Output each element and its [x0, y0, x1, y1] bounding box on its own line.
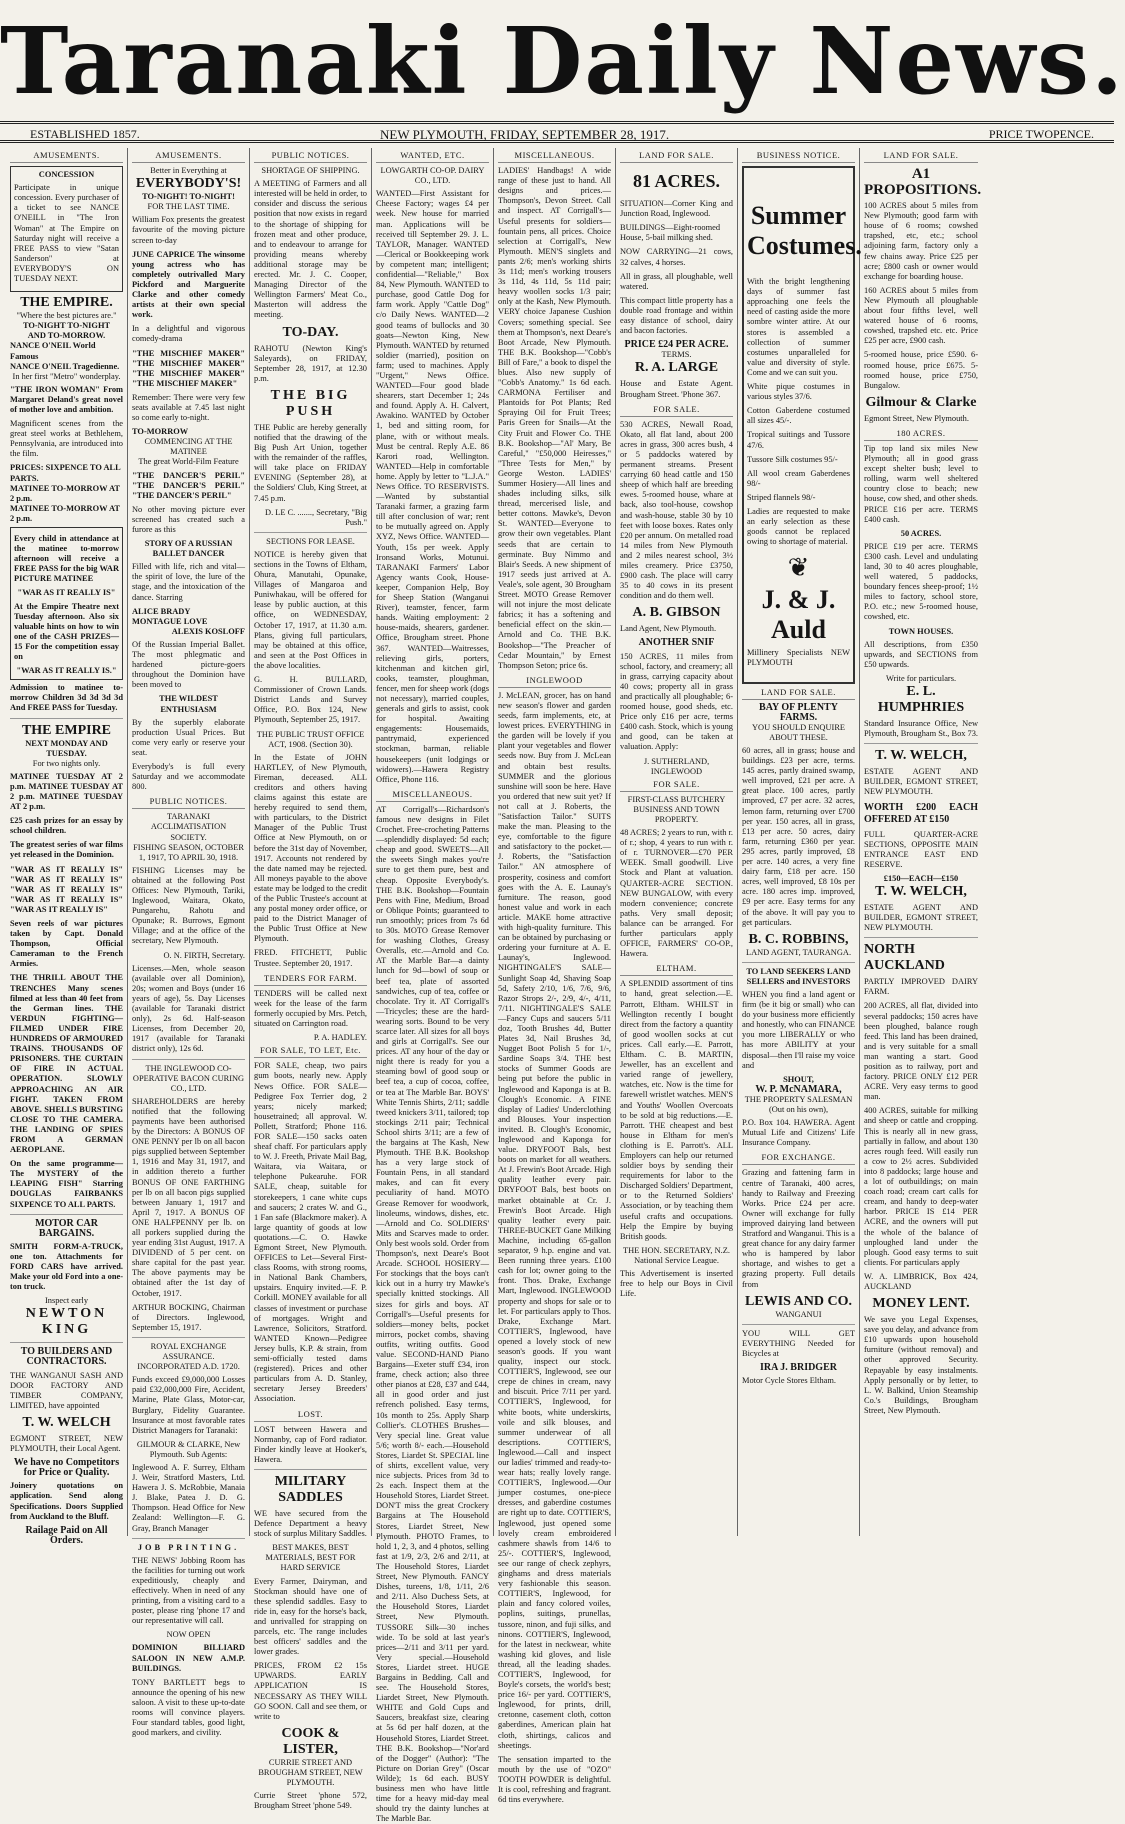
ad-heading: R. A. LARGE	[634, 360, 719, 376]
ad-heading: TO LAND SEEKERS LAND SELLERS and INVESTORS	[746, 966, 851, 986]
ad-line: LAND AGENT, TAURANGA.	[745, 947, 852, 957]
ad-text: TENDERS will be called next week for the lease of the farm formerly occupied by Mrs. Petch, situated on Carrington road.	[254, 988, 367, 1029]
ad-text: LADIES' Handbags! A wide range of these just to hand. All designs and prices.—Thompson's, Devon Street. Call and inspect. AT Corrigall's—Useful presents for soldiers—fountain pens, all prices. Choice selection at Corrigall's, New Plymouth. MEN'S singlets and pants 2/6; men's working shirts 3s 11d; men's working trousers 3s 11d, 4s 11d, 5s 11d pair; heavy woollen socks 1/3 pair; only at the Kash, New Plymouth. VERY choice Japanese Cushion Covers; something special. See them at Thompson's, next Deare's Boot Arcade, New Plymouth. THE B.K. Bookshop—"Cobb's Bill of Fare," a book to dispel the blues. Also new supply of "Cobb's Anatomy." 1s 6d each. CARMONA Fertiliser and Plantoids for Pot Plants; Red Spraying Oil for Fruit Trees; Paris Green for Snails—At the City Fruit and Flower Co. THE B.K. Bookshop—"Al' Mary, Be Careful," "£50,000 Heiresses," "Three Tests for Men," by George Weston. LADIES' Summer Hosiery—All lines and shades including silks, silk thread, mercerised lisle, and better cottons. Mawke's, Devon St. WANTED—Everyone to grow their own vegetables. Plant seeds that are certain to germinate. Buy Nimmo and Blair's Seeds. A new shipment of 1917 seeds just arrived at A. Veale's, sole agent, 30 Brougham Street. MOTO Grease Remover will not injure the most delicate fabrics; it has a softening and beneficial effect on the skin.—Arnold and Co. THE B.K. Bookshop—"The Preacher of Cedar Mountain," by Ernest Thompson Seton; price 6s.	[498, 166, 611, 670]
ad-heading: A1 PROPOSITIONS.	[864, 166, 982, 199]
price: PRICE TWOPENCE.	[988, 127, 1094, 141]
ad-line: WANGANUI	[775, 1309, 822, 1319]
section-heading: FOR EXCHANGE.	[742, 1152, 855, 1165]
ad-line: TO-NIGHT TO-NIGHT	[22, 321, 111, 331]
ad-line: Railage Paid on All Orders.	[25, 1524, 108, 1546]
ad-text: FULL QUARTER-ACRE SECTIONS, OPPOSITE MAIN ENTRANCE EAST END RESERVE.	[864, 829, 978, 869]
ad-text: At the Empire Theatre next Tuesday afternoon. Also six valuable hints on how to win one of the CASH PRIZES—15 For the competition essay on	[14, 601, 119, 662]
section-heading: FOR SALE.	[620, 779, 733, 792]
ad-heading: EVERYBODY'S!	[135, 176, 242, 192]
ad-text: A MEETING of Farmers and all interested will be held in order, to consider and discuss the serious position that now exists in regard to the shortage of shipping for frozen meat and other produce, and to endeavour to arrange for providing means whereby additional storage may be erected. Mr. J. C. Cooper, Managing Director of the Wellington Farmers' Meat Co., Masterton will address the meeting.	[254, 179, 367, 320]
ad-text: Tropical suitings and Tussore 47/6.	[747, 430, 850, 450]
ad-text: In the Estate of JOHN HARTLEY, of New Plymouth, Fireman, deceased. ALL creditors and others having claims against this estate are hereby required to send them, with particulars, to the District Manager of the Public Trust Office at New Plymouth, on or before the 31st day of November, 1917. Accounts not rendered by the date named may be rejected. All moneys payable to the above estate may be lodged to the credit of the Public Trustee's account at any postal money order office, or paid to the District Manager of the Public Trust Office at New Plymouth.	[254, 752, 367, 944]
ad-text: J. McLEAN, grocer, has on hand new season's flower and garden seeds, farm implements, etc, at lowest prices. EVERYTHING in the garden will be lovely if you plant your vegetables and flower seeds now. Buy from J. McLean and obtain best results. SUMMER and the glorious sunshine will soon be here. Have you ordered that new suit yet? If not call at J. Roberts, the "Satisfaction Tailor." SUITS make the man. Pleasing to the eye, comfortable to the figure and satisfactory to the pocket.—J. Roberts, the "Satisfaction Tailor." AN atmosphere of prosperity, cosiness and comfort goes with the A. E. Launay's furniture. The reason, good honest value and work in each article. MAKE home attractive with high-quality furniture. This can be obtained by purchasing or ordering your furniture at A. E. Launay's, Inglewood. NIGHTINGALE'S SALE—Sunlight Soap 4d, Shaving Soap 5d, Safety 2/10, 1/6, 7/6, 9/6, Razor Strops 2/-, 2/9, 4/-, 4/11, 7/11. NIGHTINGALE'S SALE—Fancy Cups and saucers 5/11 doz, Tooth Brushes 4d, Butter Plates 3d, Nail Brushes 3d, Nugget Boot Polish 5 for 1/-, Sardine Soaps 3/4. THE best stocks of Summer Goods are being put before the public in Inglewood and Kaponga is at B. Clough's Economic. A FINE display of Ladies' Underclothing and Blouses. Your inspection invited. B. Clough's Economic, Inglewood and Kaponga for value. DRYFOOT Bals, best boots on market for all weathers. At J. Frewin's Boot Arcade. High quality leather every pair. DRYFOOT Bals, best boots on market obtainable at Cr. J. Frewin's Boot Arcade. High quality leather every pair. THREE-BUCKET Gane Milking Machine, including 65-gallon separator, 9 h.p. engine and vat. Been running three years. £100 cash for lot; owner going to the front. Thos. Drake, Exchange Mart, Inglewood. INGLEWOOD property and shops for sale or to let. For particulars apply to Thos. Drake, Exchange Mart. COTTIER'S, Inglewood, have opened a lovely stock of new season's goods. If you want quality, inspect our stock. COTTIER'S, Inglewood, see our crepe de chines in cream, navy and biscuit. Price 7/11 per yard. COTTIER'S, Inglewood, for white boots, white underskirts, voile and silk blouses, and summer underwear of all descriptions. COTTIER'S, Inglewood.—Call and inspect our ladies' trimmed and ready-to-wear hats; really lovely range. COTTIER'S, Inglewood.—Our jumper costumes, one-piece dresses, and gaberdine costumes are right up to date. COTTIER'S, Inglewood, just opened some lovely cream embroidered cashmere shawls from 14/6 to 25/-. COTTIER'S, Inglewood, see our range of check zephyrs, ginghams and dress materials very fashionable this season. COTTIER'S, Inglewood, for plain and fancy colored voiles, poplins, suitings, prunellas, tussore, ninon, and fuji silks, and ninons. COTTIER'S, Inglewood, for the latest in neckwear, white washing kid gloves, and lisle thread, all the leading shades. COTTIER'S, Inglewood, for Boyle's corsets, the world's best; price 16/- per yard. COTTIER'S, Inglewood, for prints, drill, cretonne, casement cloth, cotton gaberdines, American plain hat cloth, shirtings, calicos and sheetings.	[498, 690, 611, 1750]
summer-costumes-box	[742, 166, 862, 683]
section-heading: MISCELLANEOUS.	[498, 150, 611, 163]
ad-text: SHAREHOLDERS are hereby notified that the following payments have been authorised by the Directors: A BONUS OF ONE PENNY per lb on all bacon pigs supplied between September 1, 1916 and May 31, 1917, and in addition thereto a further BONUS OF ONE FARTHING per lb on all bacon pigs supplied between January 1, 1917 and April 7, 1917. A BONUS OF ONE HALFPENNY per lb. on all porkers supplied during the year ending 31st August, 1917. A DIVIDEND of 5 per cent. on share capital for the past year. The above payments may be obtained after the 1st day of October, 1917.	[132, 1096, 245, 1298]
ad-heading: W. P. McNAMARA,	[755, 1083, 842, 1095]
ad-line: NANCE O'NEIL Tragedienne.	[10, 361, 120, 371]
ad-line: Inspect early	[44, 1296, 89, 1306]
ad-text: THE NEWS' Jobbing Room has the facilities for turning out work expeditiously, cheaply and effectively. When in need of any printing, from a visiting card to a poster, please ring 'phone 17 and our representative will call.	[132, 1555, 245, 1626]
ad-line: J. SUTHERLAND, INGLEWOOD	[643, 756, 710, 776]
ad-text: 100 ACRES about 5 miles from New Plymouth; good farm with house of 6 rooms; cowshed trapshed, etc, etc.; school adjoining farm, factory only a few chains away. Price £25 per acre; £800 cash or owner would exchange for boarding house.	[864, 201, 978, 281]
ad-text: This compact little property has a double road frontage and within easy distance of school, dairy and bacon factories.	[620, 295, 733, 336]
ad-text: MATINEE TUESDAY AT 2 p.m. MATINEE TUESDAY AT 2 p.m. MATINEE TUESDAY AT 2 p.m.	[10, 771, 123, 812]
established: ESTABLISHED 1857.	[30, 127, 140, 141]
ad-heading: TO-DAY.	[282, 324, 339, 340]
section-heading: PUBLIC NOTICES.	[254, 150, 367, 163]
ad-line: ALICE BRADY	[132, 606, 191, 616]
ad-text: NOTICE is hereby given that sections in the Towns of Eltham, Ohura, Manutahi, Opunake, Villages of Mangaroa and Puniwhakau, will be offered for lease by public auction, at this office, on WEDNESDAY, October 17, 1917, at 11.30 a.m. Plans, giving full particulars, may be obtained at this office, and seen at the Post Offices in the above localities.	[254, 549, 367, 670]
ad-text: White pique costumes in various styles 37/6.	[747, 382, 850, 402]
ad-text: JUNE CAPRICE The winsome young actress who has completely outrivalled Mary Pickford and Marguerite Clarke and other comedy artists at their own special work.	[132, 249, 245, 320]
ad-line: We have no Competitors for Price or Quality.	[13, 1457, 120, 1479]
divider	[132, 1337, 245, 1338]
ad-text: Every Farmer, Dairyman, and Stockman should have one of these splendid saddles. Easy to ride in, easy for the horse's back, and unrivalled for strapping on parcels, etc. The range includes best officers' saddles and the lower grades.	[254, 1576, 367, 1657]
ad-line: D. LE C. ......., Secretary, "Big Push."	[265, 507, 367, 527]
ad-line: LOWGARTH CO-OP. DAIRY CO., LTD.	[380, 166, 485, 186]
child-box	[10, 527, 123, 680]
ad-text: Land Agent, New Plymouth.	[620, 624, 717, 634]
ad-text: 530 ACRES, Newall Road, Okato, all flat land, about 200 acres in grass, 300 acres bush, 4 or 5 paddocks watered by permanent streams. Present carrying 60 head cattle and 150 sheep of which half are breeding ewes. 5-roomed house, whare at back, also tool-house, cowshop and wash-house, stable 30 by 10 feet with loose boxes. Rates only £20 per annum. On metalled road 14 miles from New Plymouth and 2 miles nearest school, 3½ miles creamery. Price £3750, £900 cash. The place will carry 35 to 40 cows in its present condition and do them well.	[620, 419, 733, 601]
ad-line: In her first "Metro" wonderplay.	[12, 371, 121, 381]
divider	[10, 718, 123, 719]
ad-line: "WAR AS IT REALLY IS."	[16, 666, 117, 676]
ad-line: For two nights only.	[32, 758, 101, 768]
ad-text: Participate in unique concession. Every purchaser of a ticket to see NANCE O'NEILL in "The Iron Woman" at The Empire on Saturday night will receive a FREE PASS to view "Satan Sanderson" at EVERYBODY'S ON TUESDAY NEXT.	[14, 183, 119, 284]
ad-text: FISHING Licenses may be obtained at the following Post Offices: New Plymouth, Tariki, Inglewood, Waitara, Okato, Pungarehu, Rahotu and Opunake; R. Burrows, Egmont Village; and at the office of the secretary, New Plymouth.	[132, 865, 245, 946]
ad-text: Funds exceed £9,000,000 Losses paid £32,000,000 Fire, Accident, Marine, Plate Glass, Motor-car, Burglary, Fidelity Guarantee. Insurance at most favorable rates District Managers for Taranaki:	[132, 1375, 245, 1435]
ad-text: THE THRILL ABOUT THE TRENCHES Many scenes filmed at less than 40 feet from the German lines. THE VERDUN FIGHTING—FILMED UNDER FIRE HUNDREDS OF ARMOURED TRAINS. THOUSANDS OF PRISONERS. THE CURTAIN OF FIRE IN ACTUAL OPERATION. SLOWLY APPROACHING AN AIR FIGHT. TAKEN FROM ABOVE. SHELLS BURSTING CLOSE TO THE CAMERA. THE LANDING OF SPIES FROM A GERMAN AEROPLANE.	[10, 973, 123, 1155]
section-heading: 180 ACRES.	[864, 428, 978, 441]
ad-line: PRICE £24 PER ACRE.	[624, 339, 729, 351]
column-5	[494, 148, 616, 1805]
ad-line: THE WILDEST ENTHUSIASM	[159, 694, 218, 714]
section-heading: LAND FOR SALE.	[864, 150, 978, 163]
column-8	[860, 148, 982, 1536]
ad-text: £25 cash prizes for an essay by school children.	[10, 816, 123, 836]
ad-text: AT Corrigall's—Richardson's famous new designs in Filet Crochet. Free-crocheting Patterns—splendidly displayed: 5d each; cheap and good. SWEETS—All the sweets Singh makes you're sure to get them pure, best and cheap. Opposite Everybody's. THE B.K. Bookshop—Fountain Pens with Fine, Medium, Broad or Oblique Points; guaranteed to run smoothly; prices from 7s 6d to 30s. MOTO Grease Remover for washing Clothes, Greasy Overalls, etc.—Arnold and Co. AT the Marble Bar—a dainty lunch for 9d—bowl of soup or beef tea, plate of assorted sandwiches, cup of tea, coffee or chocolate. Try it. AT Corrigall's—Tricycles; these are the hard-wearing sorts. Bound to be very scarce later. All sizes for all boys and girls at Corrigall's. See our prices. AT any hour of the day or night there is ready for you a steaming bowl of good soup or beef tea, a cup of cocoa, coffee, or tea at The Marble Bar. BOYS' White Tennis Shirts, 2/11; saddle tweed knickers 3/11, tailored; top stockings 2/11 pair; Technical School shirts 3/11; are a few of the bargains at The Kash, New Plymouth. THE B.K. Bookshop has a very large stock of Fountain Pens, in all standard makes, and can fit every peculiarity of hand. MOTO Grease Remover for woodwork, linoleums, windows, dishes, etc.—Arnold and Co. SOLDIERS' Mits and Scarves made to order. Only best wools sold. Order from Thompson's, next Deare's Boot Arcade. SCHOOL HOSIERY—For stockings that the boys can't kick out in a hurry try Mawke's specially knitted stockings. All sizes for girls and boys. AT Corrigall's—Useful presents for soldiers—money belts, pocket mirrors, pocket combs, shaving outfits, writing outfits. Good value. SECOND-HAND Piano Bargains—Exeter stuff £34, iron frame, check action; also three other pianos at £28, £37 and £44, all in good order and just refrench polished. Easy terms, 10s month to 25s. Apply Sharp Collier's. CLOTHES Brushes—Very special line. Great value 5/6; worth 8/- each.—Household Stores, Liardet St. SPECIAL line of shirts, excellent value, very nice subjects. Prices from 3d to 2s each. Inspect them at the Household Stores, Liardet Street. DON'T miss the great Crockery Bargains at The Household Stores, Liardet Street, New Plymouth. PHOTO Frames, to hold 1, 2, 3, and 4 photos, selling fast at 1/9, 2/3, 2/6 and 2/11, at The Household Stores, Liardet Street, New Plymouth. FANCY Dishes, tureens, 1/8, 1/11, 2/6 and 2/11. Also Duchess Sets, at the Household Stores, Liardet Street, New Plymouth. TUSSORE Silk—30 inches wide. To be sold at last year's prices—2/11 and 3/11 per yard. Very special.—Household Stores, Liardet street. HUGE Bargains in Bedding. Call and see. The Household Stores, Liardet Street, New Plymouth. WHITE and Gold Cups and Saucers, breakfast size, clearing at 5s 6d per half dozen, at the Household Stores, Liardet Street. THE B.K. Bookshop—"Nor'ard of the Dogger" (Author): "The Picture on Dorian Grey" (Oscar Wilde); 1s 6d each. BUSY business men who have little time for a heavy mid-day meal should try the dainty lunches at The Marble Bar.	[376, 804, 489, 1824]
ad-text: In a delightful and vigorous comedy-drama	[132, 324, 245, 344]
ad-heading: MONEY LENT.	[872, 1296, 970, 1312]
ad-text: "THE MISCHIEF MAKER" "THE MISCHIEF MAKER" "THE MISCHIEF MAKER" "THE MISCHIEF MAKER"	[132, 348, 245, 388]
ad-text: SITUATION—Corner King and Junction Road, Inglewood.	[620, 199, 733, 219]
ad-line: GILMOUR & CLARKE, New Plymouth. Sub Agents:	[136, 1439, 241, 1459]
ad-heading: MOTOR CAR BARGAINS.	[35, 1217, 98, 1239]
ad-line: PRICES: SIXPENCE TO ALL PARTS.	[10, 463, 121, 483]
empire-heading: THE EMPIRE	[21, 722, 112, 738]
ad-heading: IRA J. BRIDGER	[760, 1361, 837, 1373]
ad-heading: B. C. ROBBINS,	[748, 931, 849, 947]
ad-line: ROYAL EXCHANGE ASSURANCE. INCORPORATED A.D. 1720.	[137, 1341, 240, 1372]
ad-line: NANCE O'NEIL World Famous	[10, 341, 96, 361]
fleuron-icon: ❦	[787, 553, 810, 583]
ad-text: EGMONT STREET, NEW PLYMOUTH, their Local Agent.	[10, 1433, 123, 1454]
ad-text: Grazing and fattening farm in centre of Taranaki, 400 acres, handy to Railway and Freezing Works. Price £24 per acre. Owner will exchange for fully improved dairying land between Stratford and Wanganui. This is a great chance for any dairy farmer who is hampered by labor shortage, and wishes to get a grazing property. Full details from	[742, 1168, 855, 1289]
section-heading: LOST.	[254, 1409, 367, 1422]
ad-text: Everybody's is full every Saturday and we accommodate 800.	[132, 761, 245, 792]
ad-line: SECTIONS FOR LEASE.	[266, 536, 355, 546]
divider	[254, 1469, 367, 1470]
ad-text: Of the Russian Imperial Ballet. The most phlegmatic and hardened picture-goers throughout the Dominion have been moved to	[132, 639, 245, 690]
column-7	[738, 148, 860, 1536]
ad-text: The sensation imparted to the mouth by the use of "OZO" TOOTH POWDER is delightful. It is cool, refreshing and fragrant. 6d tins everywhere.	[498, 1754, 611, 1805]
ad-line: The great World-Film Feature	[138, 457, 239, 467]
ad-heading: NEWTON KING	[25, 1306, 108, 1338]
columns	[6, 148, 1108, 1824]
ad-text: Cotton Gaberdene costumed all sizes 45/-.	[747, 406, 850, 426]
divider	[132, 1059, 245, 1060]
ad-heading: JOB PRINTING.	[137, 1542, 240, 1552]
ad-text: A SPLENDID assortment of tins to hand, great selection.—E. Parrott, Eltham. WHILST in Wellington recently I bought direct from the factory a quantity of good woollen socks at cut prices. Call early.—E. Parrott, Eltham. C. B. MARTIN, Jeweller, has an excellent and varied range of jewellery, watches, etc. Now is the time for farewell wristlet watches. MEN'S and Youths' Woollen Overcoats to be sold at big reductions.—E. Parrott. THE cheapest and best house in Eltham for men's clothing is E. Parrott's. ALL Employers can help our returned soldier boys by sending their requirements for labor to the Discharged Soldiers' Department, or to the Returned Soldiers' Association, or by teaching them useful crafts and occupations. Help the Empire by buying British goods.	[620, 979, 733, 1241]
ad-text: "WAR AS IT REALLY IS" "WAR AS IT REALLY IS" "WAR AS IT REALLY IS" "WAR AS IT REALLY IS" "WAR AS IT REALLY IS"	[10, 864, 123, 914]
ad-heading: ANOTHER SNIF	[638, 637, 715, 649]
ad-text: The greatest series of war films yet released in the Dominion.	[10, 840, 123, 860]
ad-text: G. H. BULLARD, Commissioner of Crown Lands. District Lands and Survey Office, P.O. Box 124, New Plymouth, September 25, 1917.	[254, 675, 367, 725]
ad-line: TO-MORROW	[132, 427, 189, 437]
ad-text: Licenses.—Men, whole season (available over all Dominion), 20s; women and Boys (under 16 years of age), 5s. Day Licenses (available for Taranaki district only), 2s 6d. Half-season Licenses, from December 20, 1917 (available for Taranaki district only), 12s 6d.	[132, 963, 245, 1054]
divider	[10, 1342, 123, 1343]
column-6	[616, 148, 738, 1536]
ad-heading: Gilmour & Clarke	[865, 394, 977, 410]
ad-line: STORY OF A RUSSIAN BALLET DANCER	[144, 539, 233, 559]
ad-line: ALEXIS KOSLOFF	[171, 626, 245, 636]
divider	[742, 1324, 855, 1325]
ad-text: ARTHUR BOCKING, Chairman of Directors. Inglewood, September 15, 1917.	[132, 1302, 245, 1332]
empire-heading: THE EMPIRE.	[20, 295, 113, 311]
ad-text: FRED. FITCHETT, Public Trustee. September 20, 1917.	[254, 948, 367, 968]
divider	[254, 532, 367, 533]
ad-line: TERMS.	[661, 350, 692, 360]
ad-line: BEST MAKES, BEST MATERIALS, BEST FOR HARD SERVICE	[265, 1543, 356, 1573]
ad-text: With the bright lengthening days of summer fast approaching one feels the need of casting aside the more sombre winter attire. At our stores is assembled a collection of summer costumes unparalleled for value and diversity of style. Come and we can suit you.	[747, 277, 850, 377]
ad-line: THE INGLEWOOD CO-OPERATIVE BACON CURING CO., LTD.	[132, 1063, 245, 1093]
ad-line: P. A. HADLEY.	[313, 1033, 367, 1043]
ad-line: MATINEE TO-MORROW AT 2 p.m.	[10, 503, 120, 523]
tagline: "Where the best pictures are."	[16, 311, 117, 321]
ad-text: All descriptions, from £350 upwards, and SECTIONS from £50 upwards.	[864, 639, 978, 669]
ad-heading: T. W. WELCH	[22, 1414, 111, 1430]
ad-text: Ladies are requested to make an early selection as these goods cannot be replaced owing to shortage of material.	[747, 506, 850, 547]
ad-line: "WAR AS IT REALLY IS"	[17, 588, 116, 598]
ad-text: WANTED—First Assistant for Cheese Factory; wages £4 per week. New house for married man. Applications will be received till September 29. J. L. TAYLOR, Manager. WANTED—Clerical or Bookkeeping work by competent man; intelligent; confidential—"Reliable," Box 84, New Plymouth. WANTED to purchase, good Cattle Dog for farm work. Apply "Cattle Dog" c/o Daily News. WANTED—2 good teams of bullocks and 30 goats—Newton King, New Plymouth. WANTED by returned soldier (married), position on farm; used to machines. Apply "Urgent," News Office. WANTED—Four good blade shearers, start December 1; 24s and found. Apply A. H. Calvert, Awakino. WANTED by October 1, bed and sitting room, for plane, with or without meals. Must be central. Reply A.E. 86 Karori road, Wellington. WANTED—Help in comfortable home. Apply by letter to "L.J.A." News Office. TO RESERVISTS.—Wanted by substantial Taranaki farmer, a grazing farm till after conclusion of war; rent to be mutually agreed on. Apply XYZ, News Office. WANTED—Youth, 15s per week. Apply Ironsand Works, Motunui. TARANAKI Farmers' Labor Agency wants Cook, House-keeper, Companion Help, Boy for Sheep Station (Wanganui River), teamster, fencer, farm hands. Waiting employment: 2 house-maids, shearers, gardener. Office, Brougham street. Phone 367. WANTED—Waitresses, relieving girls, porters, kitchenman and kitchen girl, cooks, teamster, ploughman, fencer, men for sheep work (dogs not necessary), married couples, generals and girls to assist, cook for hospital. Awaiting engagements: Housemaids, pantrymaid, experienced stockman, barman, reliable housekeepers (unit lodgings or widowers).—Hawera Registry Office, Phone 116.	[376, 189, 489, 784]
ad-text: PARTLY IMPROVED DAIRY FARM.	[864, 977, 978, 997]
ad-text: All in grass, all ploughable, well watered.	[620, 271, 733, 291]
ad-line: FOR THE LAST TIME.	[147, 202, 230, 212]
ad-heading: 81 ACRES.	[632, 171, 721, 192]
ad-heading: TO BUILDERS AND CONTRACTORS.	[20, 1346, 113, 1368]
section-heading: MISCELLANEOUS.	[376, 789, 489, 802]
ad-text: W. A. LIMBRICK, Box 424, AUCKLAND	[864, 1271, 978, 1291]
section-heading: FOR SALE.	[620, 404, 733, 417]
concession-box	[10, 166, 123, 292]
ad-line: COMMENCING AT THE MATINEE	[144, 437, 233, 457]
section-heading: FOR SALE, TO LET, Etc.	[254, 1045, 367, 1058]
ad-text: 200 ACRES, all flat, divided into several paddocks; 150 acres have been ploughed, balance rough feed. This land has been drained, and is very suitable for a small man wanting a start. Good position as to railway, port and factory. PRICE ONLY £12 PER ACRE. Very easy terms to good man.	[864, 1001, 978, 1102]
column-4	[372, 148, 494, 1824]
ad-heading: A. B. GIBSON	[632, 605, 721, 621]
ad-text: On the same programme— The MYSTERY of the LEAPING FISH" Starring DOUGLAS FAIRBANKS SIXPENCE TO ALL PARTS.	[10, 1159, 123, 1209]
ad-text: P.O. Box 104. HAWERA. Agent Mutual Life and Citizens' Life Insurance Company.	[742, 1118, 855, 1148]
ad-text: 48 ACRES; 2 years to run, with r. of r.; shop, 4 years to run with r. of r. TURNOVER—£70 PER WEEK. Small goodwill. Live Stock and Plant at valuation. QUARTER-ACRE SECTION. NEW BUNGALOW, with every modern convenience; concrete paths. Very small deposit; balance can be arranged. For further particulars apply OFFICE, FARMERS' CO-OP., Hawera.	[620, 828, 733, 959]
ad-text: We save you Legal Expenses, save you delay, and advance from £10 upwards upon household furniture (without removal) and other approved Security. Repayable by easy instalments. Apply personally or by letter, to L. W. Balkind, Union Steamship Co.'s Buildings, Brougham Street, New Plymouth.	[864, 1315, 978, 1415]
ad-text: 5-roomed house, price £590. 6-roomed house, price £675. 5-roomed house, price £750, Bungalow.	[864, 350, 978, 390]
ad-text: Egmont Street, New Plymouth.	[864, 413, 969, 423]
ad-line: NOW OPEN	[166, 1630, 211, 1640]
ad-text: Remember: There were very few seats available at 7.45 last night so come early to-night.	[132, 392, 245, 423]
ad-heading: J. & J. Auld	[761, 585, 836, 645]
ad-heading: TOWN HOUSES.	[888, 626, 954, 636]
ad-text: Striped flannels 98/-	[747, 492, 816, 502]
divider	[864, 937, 978, 938]
section-heading: LAND FOR SALE.	[620, 150, 733, 163]
ad-text: House and Estate Agent. Brougham Street. 'Phone 367.	[620, 379, 733, 399]
ad-line: THE PROPERTY SALESMAN (Out on his own),	[744, 1094, 853, 1114]
ad-text: BUILDINGS—Eight-roomed House, 5-bail milking shed.	[620, 223, 721, 243]
section-heading: ELTHAM.	[620, 963, 733, 976]
divider	[742, 962, 855, 963]
ad-text: THE WANGANUI SASH AND DOOR FACTORY AND TIMBER COMPANY, LIMITED, have appointed	[10, 1370, 123, 1410]
ad-heading: NORTH AUCKLAND	[864, 942, 945, 974]
ad-line: SHOUT,	[783, 1074, 814, 1084]
ad-text: ESTATE AGENT AND BUILDER, EGMONT STREET, NEW PLYMOUTH.	[864, 767, 978, 797]
ad-text: NOW CARRYING—21 cows, 32 calves, 4 horses.	[620, 247, 733, 267]
ad-text: Currie Street 'phone 572, Brougham Street 'phone 549.	[254, 1791, 367, 1811]
ad-text: PRICE £19 per acre. TERMS £300 cash. Level and undulating land, 30 to 40 acres ploughable, well watered, 5 paddocks, boundary fences sheep-proof; 1½ miles to factory, school store, P.O. etc.; new 5-roomed house, cowshed, etc.	[864, 541, 978, 622]
ad-text: THE Public are hereby generally notified that the drawing of the Big Push Art Union, together with the remainder of the raffles, will take place on FRIDAY EVENING (September 28), at the Soldiers' Club, King Street, at 7.45 p.m.	[254, 422, 367, 503]
ad-text: Standard Insurance Office, New Plymouth, Brougham St., Box 73.	[864, 719, 979, 739]
ad-text: "THE IRON WOMAN" From Margaret Deland's great novel of mother love and ambition.	[10, 384, 123, 414]
dateline-bar	[0, 121, 1114, 143]
ad-heading: E. L. HUMPHRIES	[877, 684, 965, 716]
ad-text: 150 ACRES, 11 miles from school, factory, and creamery; all in grass, carrying capacity about 40 cows; property all in grass and practically all ploughable; 6-roomed house, good sheds, etc. Price only £16 per acre, terms £400 cash. Stock, which is young and good, can be taken at valuation. Apply:	[620, 651, 733, 752]
ad-text: Admission to matinee to-morrow Children 3d 3d 3d 3d And FREE PASS for Tuesday.	[10, 683, 123, 713]
section-heading: INGLEWOOD	[498, 675, 611, 688]
ad-line: THE PUBLIC TRUST OFFICE ACT, 1908. (Section 30).	[256, 729, 365, 749]
ad-line: £150—EACH—£150	[883, 873, 959, 883]
ad-text: "THE DANCER'S PERIL" "THE DANCER'S PERIL" "THE DANCER'S PERIL"	[132, 470, 245, 500]
ad-heading: MILITARY SADDLES	[274, 1473, 347, 1505]
ad-text: FOR SALE, cheap, two pairs gum boots, nearly new. Apply News Office. FOR SALE—Pedigree Fox Terrier dog, 2 years; nicely marked; housetrained; all approval. W. Pollett, Stratford; Phone 116. FOR SALE—150 sacks oaten sheaf chaff. For particulars apply to W. J. Freeth, Private Mail Bag, Waitara, via Waitara, or telephone Pukearuhe. FOR SALE, cheap, suitable for storekeepers, 1 cane white cups and saucers; 2 crates W. and G., 1 Fan safe (Blackmore maker). A large quantity of goods at low quotations.—C. O. Hawke Egmont Street, New Plymouth. OFFICES to Let—Several First-class Rooms, with strong rooms, in National Bank Chambers, upstairs. Enquiry invited.—F. P. Corkill. MONEY available for all classes of investment or purchase of mortgages. Wright and Lawrence, Solicitors, Stratford. WANTED Known—Pedigree Jersey bulls, K.P. & strain, from semi-officially tested dams (registered). Prices and other particulars from A. D. Stanley, secretary Jersey Breeders' Association.	[254, 1061, 367, 1404]
ad-line: FISHING SEASON, OCTOBER 1, 1917, TO APRIL 30, 1918.	[133, 842, 244, 862]
ad-line: FIRST-CLASS BUTCHERY BUSINESS AND TOWN PROPERTY.	[627, 794, 726, 824]
heading: CONCESSION	[38, 170, 95, 180]
ad-heading: Summer Costumes.	[747, 201, 862, 261]
ad-heading: THE BIG PUSH	[270, 387, 351, 419]
ad-text: YOU WILL GET EVERYTHING Needed for Bicycles at	[742, 1328, 855, 1358]
ad-text: Tip top land six miles New Plymouth; all in good grass except shelter bush; level to rolling, warm well sheltered country close to beach; new house, cow shed, and other sheds. PRICE £16 per acre. TERMS £400 cash.	[864, 443, 978, 524]
ad-text: Millinery Specialists NEW PLYMOUTH	[747, 648, 850, 668]
section-heading: AMUSEMENTS.	[10, 150, 123, 163]
ad-text: RAHOTU (Newton King's Saleyards), on FRIDAY, September 28, 1917, at 12.30 p.m.	[254, 343, 367, 383]
ad-line: Better in Everything at	[150, 166, 227, 176]
ad-text: Every child in attendance at the matinee to-morrow afternoon will receive a FREE PASS for the big WAR PICTURE MATINEE	[14, 534, 119, 584]
ad-line: SHORTAGE OF SHIPPING.	[261, 166, 360, 176]
ad-line: CURRIE STREET AND BROUGHAM STREET, NEW PLYMOUTH.	[258, 1757, 363, 1788]
ad-text: William Fox presents the greatest favourite of the moving picture screen to-day	[132, 215, 245, 245]
column-2	[128, 148, 250, 1738]
ad-heading: BAY OF PLENTY FARMS.	[759, 701, 838, 723]
ad-text: Joinery quotations on application. Send along Specifications. Doors Supplied from Auckland to the Bluff.	[10, 1481, 123, 1521]
ad-text: LOST between Hawera and Normanby, cap of Ford radiator. Finder kindly leave at Hooker's, Hawera.	[254, 1424, 367, 1464]
ad-text: WHEN you find a land agent or firm (be it big or small) who can do your business more efficiently and honestly, who can FINANCE you more LIBERALLY or who has more ABILITY at your disposal—then I'll raise my voice and	[742, 989, 855, 1070]
divider	[10, 1214, 123, 1215]
ad-text: Motor Cycle Stores Eltham.	[742, 1376, 836, 1386]
newspaper-title: Taranaki Daily News.	[0, 7, 1125, 115]
ad-text: ESTATE AGENT AND BUILDER, EGMONT STREET, NEW PLYMOUTH.	[864, 902, 978, 933]
ad-text: WE have secured from the Defence Department a heavy stock of surplus Military Saddles.	[254, 1508, 367, 1539]
ad-text: Seven reels of war pictures taken by Capt. Donald Thompson, Official Cameraman to the French Armies.	[10, 919, 123, 969]
ad-line: MONTAGUE LOVE	[132, 616, 208, 626]
section-heading: BUSINESS NOTICE.	[742, 150, 855, 163]
ad-text: All wool cream Gaberdenes 98/-	[747, 468, 850, 488]
ad-line: Write for particulars.	[885, 673, 957, 683]
column-1	[6, 148, 128, 1546]
dateline: NEW PLYMOUTH, FRIDAY, SEPTEMBER 28, 1917.	[380, 127, 670, 142]
ad-text: TONY BARTLETT begs to announce the opening of his new saloon. A visit to these up-to-date rooms will convince players. Four standard tables, good light, good markers, and civility.	[132, 1677, 245, 1738]
ad-text: Filled with life, rich and vital—the spirit of love, the lure of the stage, and the intoxication of the dance. Starring	[132, 562, 245, 602]
ad-text: DOMINION BILLIARD SALOON IN NEW A.M.P. BUILDINGS.	[132, 1643, 245, 1673]
ad-line: AND TO-MORROW.	[27, 331, 106, 341]
ad-text: Tussore Silk costumes 95/-	[747, 454, 838, 464]
ad-text: PRICES, FROM £2 15s UPWARDS. EARLY APPLICATION IS NECESSARY AS THEY WILL GO SOON. Call and see them, or write to	[254, 1661, 367, 1721]
divider	[864, 743, 978, 744]
section-heading: AMUSEMENTS.	[132, 150, 245, 163]
ad-text: WORTH £200 EACH OFFERED AT £150	[864, 801, 978, 825]
ad-text: By the superbly elaborate production Usual Prices. But come very early or reserve your seat.	[132, 717, 245, 757]
ad-heading: COOK & LISTER,	[281, 1725, 340, 1757]
section-heading: WANTED, ETC.	[376, 150, 489, 163]
ad-text: Magnificent scenes from the great steel works at Bethlehem, Pennsylvania, are introduced into the film.	[10, 419, 123, 459]
section-heading: TENDERS FOR FARM.	[254, 973, 367, 986]
section-heading: LAND FOR SALE.	[742, 687, 855, 700]
ad-line: NEXT MONDAY AND TUESDAY.	[25, 738, 108, 758]
ad-text: This Advertisement is inserted free to help our Boys in Civil Life.	[620, 1269, 733, 1299]
column-3	[250, 148, 372, 1811]
ad-heading: T. W. WELCH,	[875, 883, 967, 899]
ad-heading: 50 ACRES.	[900, 528, 942, 538]
ad-line: THE HON. SECRETARY, N.Z. National Service League.	[623, 1245, 730, 1265]
ad-text: SMITH FORM-A-TRUCK, one ton. Attachments for FORD CARS have arrived. Make your old Ford into a one-ton truck.	[10, 1241, 123, 1292]
ad-text: 160 ACRES about 5 miles from New Plymouth all ploughable about four fifths level, well watered house of 6 rooms, cowshed, trapshed etc. etc. Price £25 per acre, £900 cash.	[864, 285, 978, 346]
ad-heading: LEWIS AND CO.	[745, 1293, 852, 1309]
ad-line: O. N. FIRTH, Secretary.	[163, 950, 245, 960]
ad-text: Inglewood A. F. Surrey, Eltham J. Weir, Stratford Masters, Ltd. Hawera J. S. McRobbie, Manaia J. Blake, Patea J. D. G. Thompson. Head Office for New Zealand: Wellington—F. G. Gray, Branch Manager	[132, 1462, 245, 1533]
ad-heading: T. W. WELCH,	[875, 748, 967, 764]
ad-line: TO-NIGHT! TO-NIGHT!	[142, 192, 235, 202]
ad-text: 400 ACRES, suitable for milking and sheep or cattle and cropping. This is nearly all in new grass, partially in fallow, and about 130 acres rough feed. Will easily run a cow to 2½ acres. Subdivided into 8 paddocks; large house and a lot of outbuildings; on main coach road; cream cart calls for cream, and handy to deep-water harbor. PRICE IS £14 PER ACRE, and the owners will put the whole of the balance of unploughed land under the plough. Good easy terms to suit clients. For particulars apply	[864, 1106, 978, 1267]
section-heading: PUBLIC NOTICES.	[132, 796, 245, 809]
ad-text: No other moving picture ever screened has created such a furore as this	[132, 504, 245, 534]
masthead	[0, 0, 1125, 118]
ad-line: MATINEE TO-MORROW AT 2 p.m.	[10, 483, 120, 503]
ad-line: YOU SHOULD ENQUIRE ABOUT THESE.	[751, 722, 846, 742]
ad-line: TARANAKI ACCLIMATISATION SOCIETY.	[150, 812, 227, 842]
divider	[132, 1538, 245, 1539]
ad-text: 60 acres, all in grass; house and buildings. £23 per acre, terms. 145 acres, partly drained swamp, well improved, £21 per acre. A great place. 100 acres, partly improved, £7 per acre. 32 acres, lemon farm, returning over £700 per year. 150 acres, all in grass, £13 per acre. 50 acres, dairy farm, returning £360 per year. 295 acres, partly improved, £8 per acre. 140 acres, a very fine dairy farm, £18 per acre. 150 acres, well improved, £8 10s per acre. 180 acres imp. improved, £9 per acre. Easy terms for any of the above. It will pay you to get particulars.	[742, 746, 855, 927]
